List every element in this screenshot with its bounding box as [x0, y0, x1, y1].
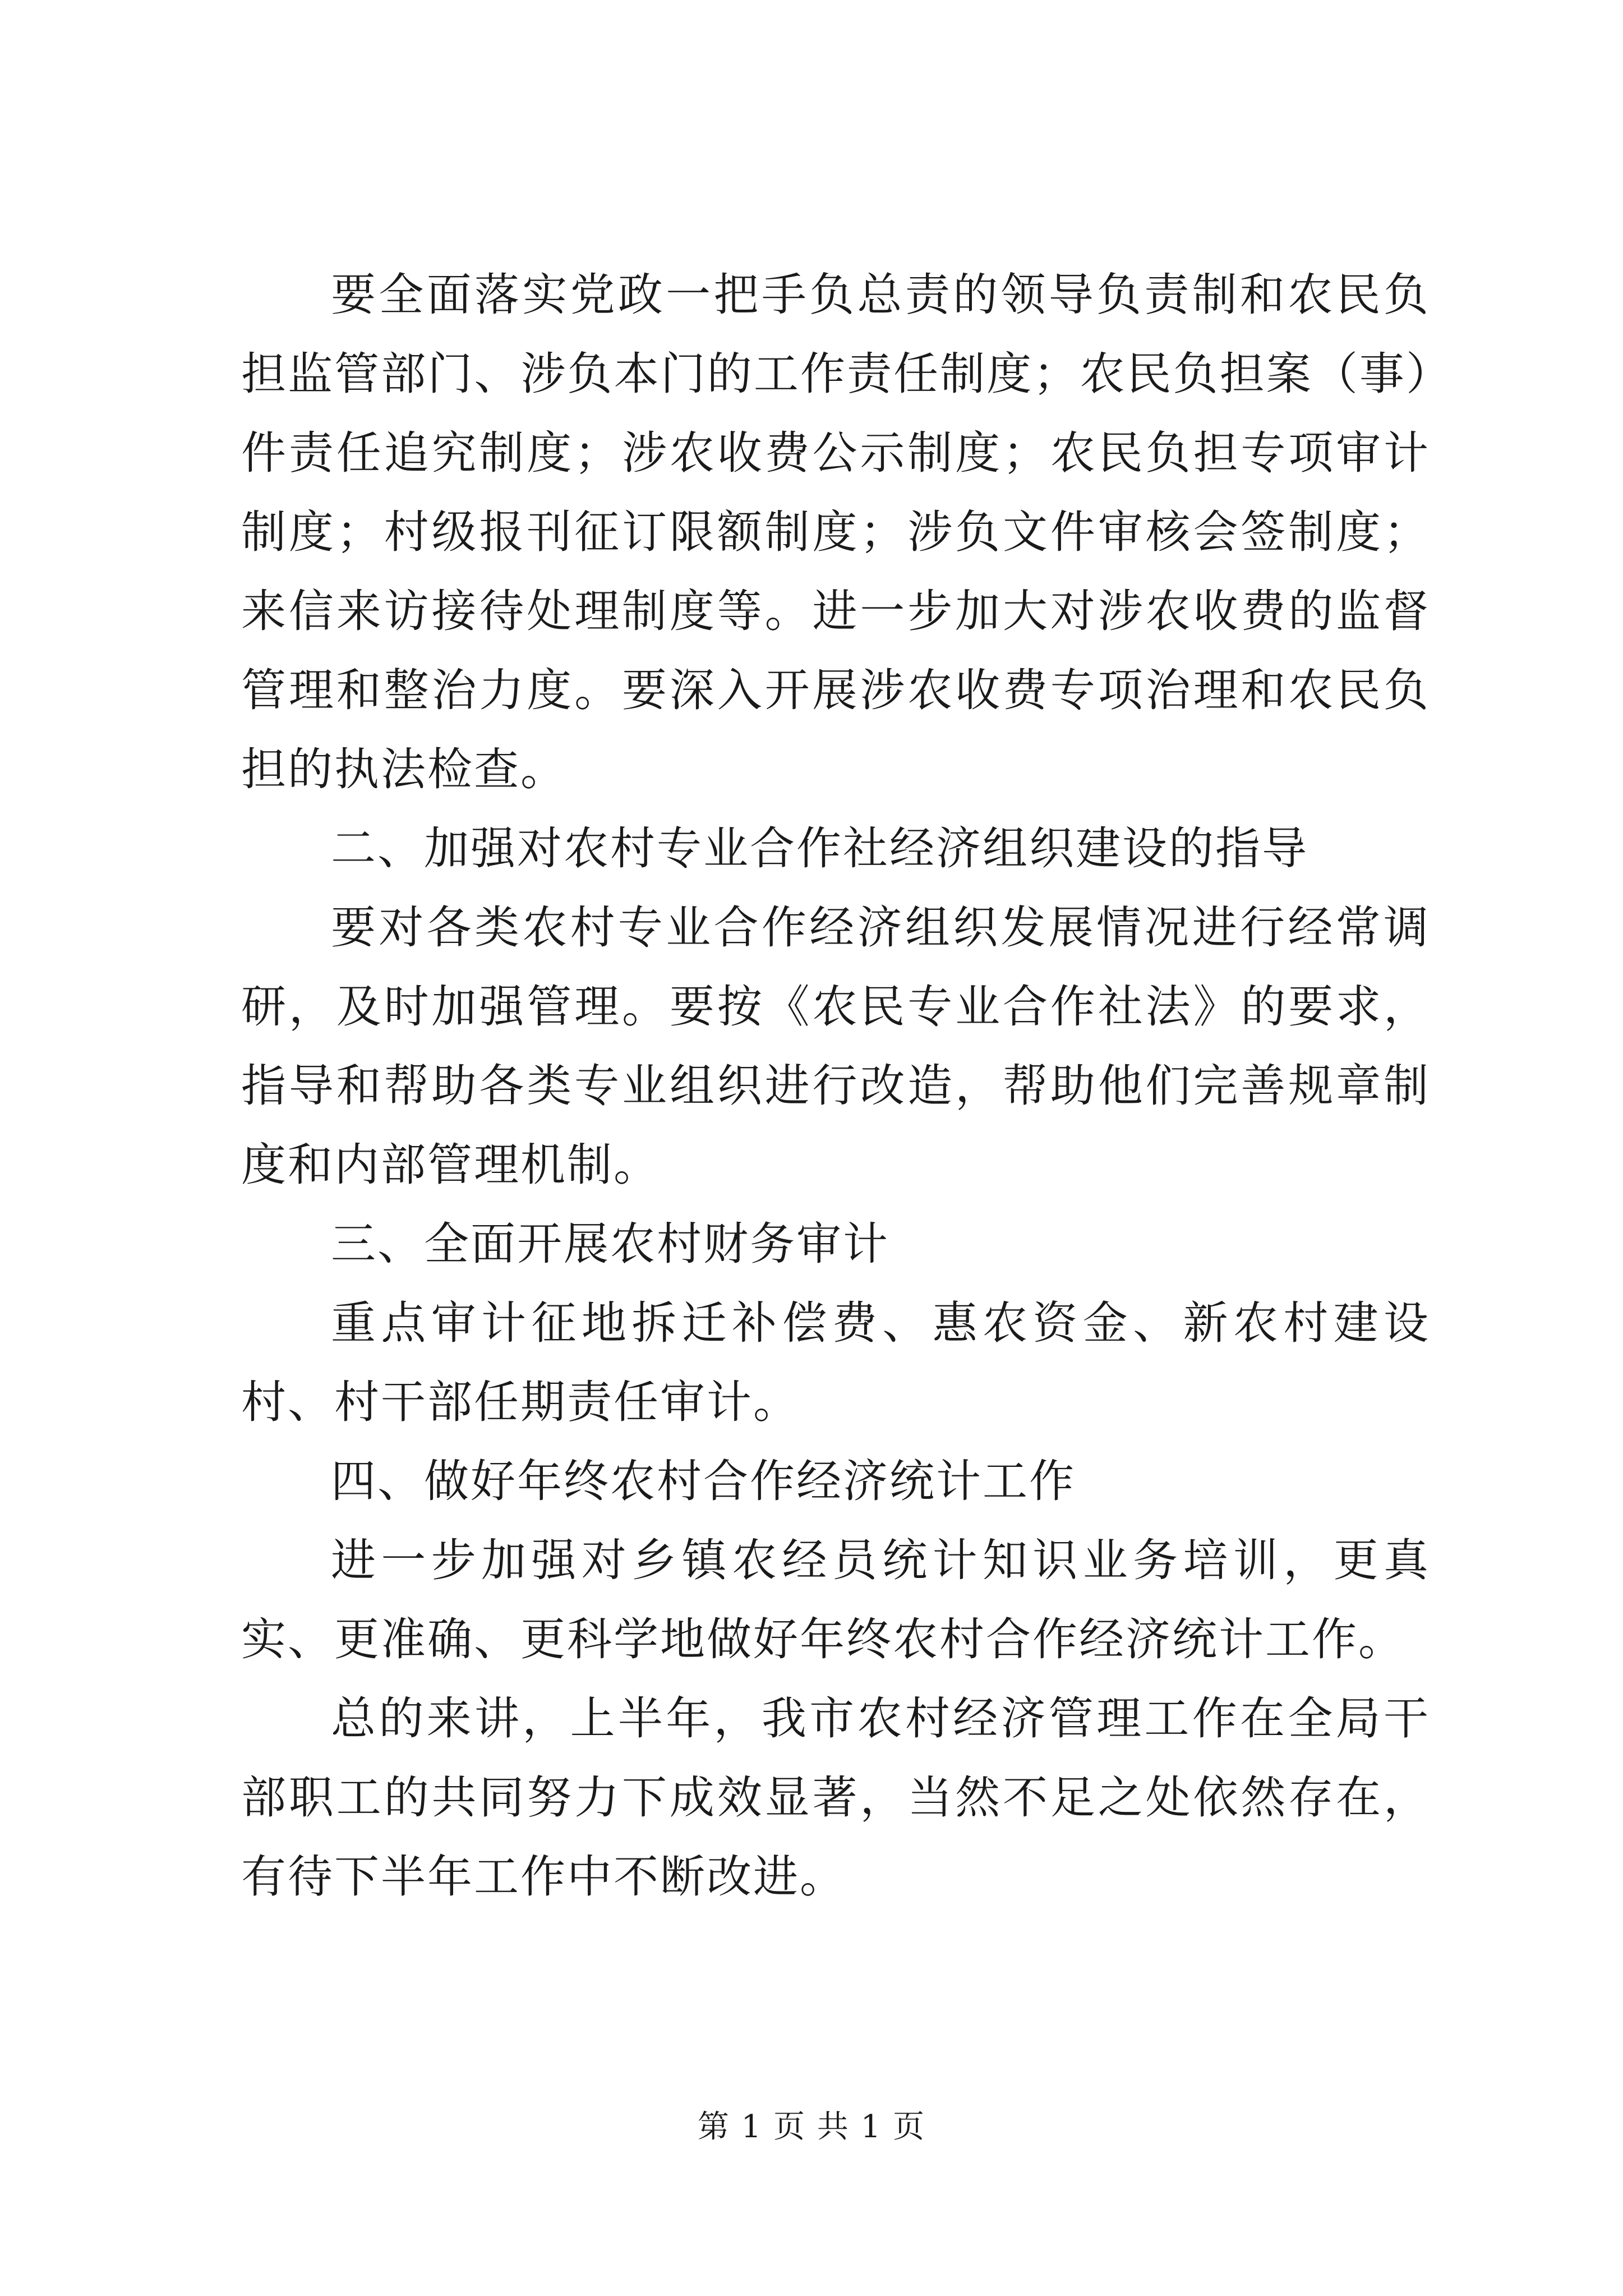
paragraph-summary: 总的来讲，上半年，我市农村经济管理工作在全局干部职工的共同努力下成效显著，当然不足之处依然存在，有待下半年工作中不断改进。 — [241, 1692, 1430, 1903]
document-body — [241, 255, 1430, 1916]
paragraph-audit: 重点审计征地拆迁补偿费、惠农资金、新农村建设村、村干部任期责任审计。 — [241, 1297, 1430, 1428]
paragraph-statistics: 进一步加强对乡镇农经员统计知识业务培训，更真实、更准确、更科学地做好年终农村合作经济统计工作。 — [241, 1534, 1430, 1665]
section-heading-4: 四、做好年终农村合作经济统计工作 — [331, 1455, 1076, 1507]
section-heading-2: 二、加强对农村专业合作社经济组织建设的指导 — [331, 822, 1308, 875]
paragraph-responsibility-system: 要全面落实党政一把手负总责的领导负责制和农民负担监管部门、涉负本门的工作责任制度；农民负担案（事）件责任追究制度；涉农收费公示制度；农民负担专项审计制度；村级报刊征订限额制度；涉负文件审核会签制度；来信来访接待处理制度等。进一步加大对涉农收费的监督管理和整治力度。要深入开展涉农收费专项治理和农民负担的执法检查。 — [241, 269, 1430, 795]
paragraph-cooperative-guidance: 要对各类农村专业合作经济组织发展情况进行经常调研，及时加强管理。要按《农民专业合作社法》的要求，指导和帮助各类专业组织进行改造，帮助他们完善规章制度和内部管理机制。 — [241, 901, 1430, 1191]
section-heading-3: 三、全面开展农村财务审计 — [331, 1218, 889, 1270]
page-number-footer: 第 1 页 共 1 页 — [697, 2109, 926, 2145]
